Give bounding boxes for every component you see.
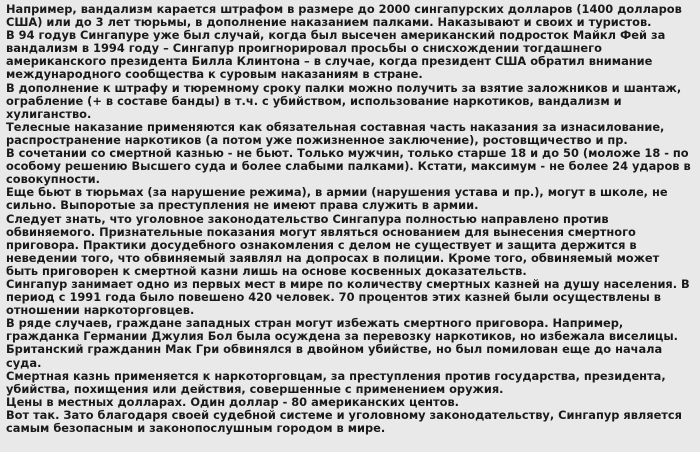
- paragraph-criminal-law: Следует знать, что уголовное законодательство Сингапура полностью направлено против обвиняемого. Признательные показания могут являться основанием для вынесения смертного приговора. Практики досудебного ознакомления с делом не существует и защита держится в неведении того, что обвиняемый заявлял на допросах в полиции. Кроме того, обвиняемый может быть приговорен к смертной казни лишь на основе косвенных доказательств.: [6, 211, 660, 278]
- paragraph-conclusion: Вот так. Зато благодаря своей судебной системе и уголовному законодательству, Сингапур является самым безопасным и законопослушным городом в мире.: [6, 407, 682, 435]
- paragraph-michael-fay-case: В 94 годув Сингапуре уже был случай, когда был высечен американский подросток Майкл Фей за вандализм в 1994 году – Сингапур проигнорировал просьбы о снисхождении тогдашнего американского президента Билла Клинтона – в случае, когда президент США обратил внимание международного сообщества к суровым наказаниям в стране.: [6, 28, 666, 82]
- paragraph-additional-crimes: В дополнение к штрафу и тюремному сроку палки можно получить за взятие заложников и шантаж, ограбление (+ в составе банды) в т.ч. с убийством, использование наркотиков, вандализм и хулиганство.: [6, 80, 682, 121]
- paragraph-mandatory-caning: Телесные наказание применяются как обязательная составная часть наказания за изнасилование, распространение наркотиков (а потом уже пожизненное заключение), ростовщичество и пр.: [6, 119, 665, 147]
- paragraph-foreigners-cases: В ряде случаев, граждане западных стран могут избежать смертного приговора. Например, гражданка Германии Джулия Бол была осуждена за перевозку наркотиков, но избежала виселицы. Британский гражданин Мак Гри обвинялся в двойном убийстве, но был помилован еще до начала суда.: [6, 316, 678, 370]
- paragraph-prison-army-school: Еще бьют в тюрьмах (за нарушение режима), в армии (нарушения устава и пр.), могут в школе, не сильно. Выпоротые за преступления не имеют права служить в армии.: [6, 185, 668, 213]
- paragraph-currency-note: Цены в местных долларах. Один доллар - 80 американских центов.: [6, 394, 460, 409]
- paragraph-caning-limits: В сочетании со смертной казнью - не бьют. Только мужчин, только старше 18 и до 50 (моложе 18 - по особому решению Высшего суда и более слабыми палками). Кстати, максимум - не более 24 ударов в совокупности.: [6, 146, 691, 187]
- paragraph-vandalism-fine: Например, вандализм карается штрафом в размере до 2000 сингапурских долларов (1400 долларов США) или до 3 лет тюрьмы, в дополнение наказанием палками. Наказывают и своих и туристов.: [6, 2, 682, 30]
- article-text: [6, 3, 694, 435]
- paragraph-death-penalty-stats: Сингапур занимает одно из первых мест в мире по количеству смертных казней на душу населения. В период с 1991 года было повешено 420 человек. 70 процентов этих казней были осуществлены в отношении наркоторговцев.: [6, 276, 690, 318]
- paragraph-death-penalty-crimes: Смертная казнь применяется к наркоторговцам, за преступления против государства, президента, убийства, похищения или действия, совершенные с применением оружия.: [6, 368, 666, 396]
